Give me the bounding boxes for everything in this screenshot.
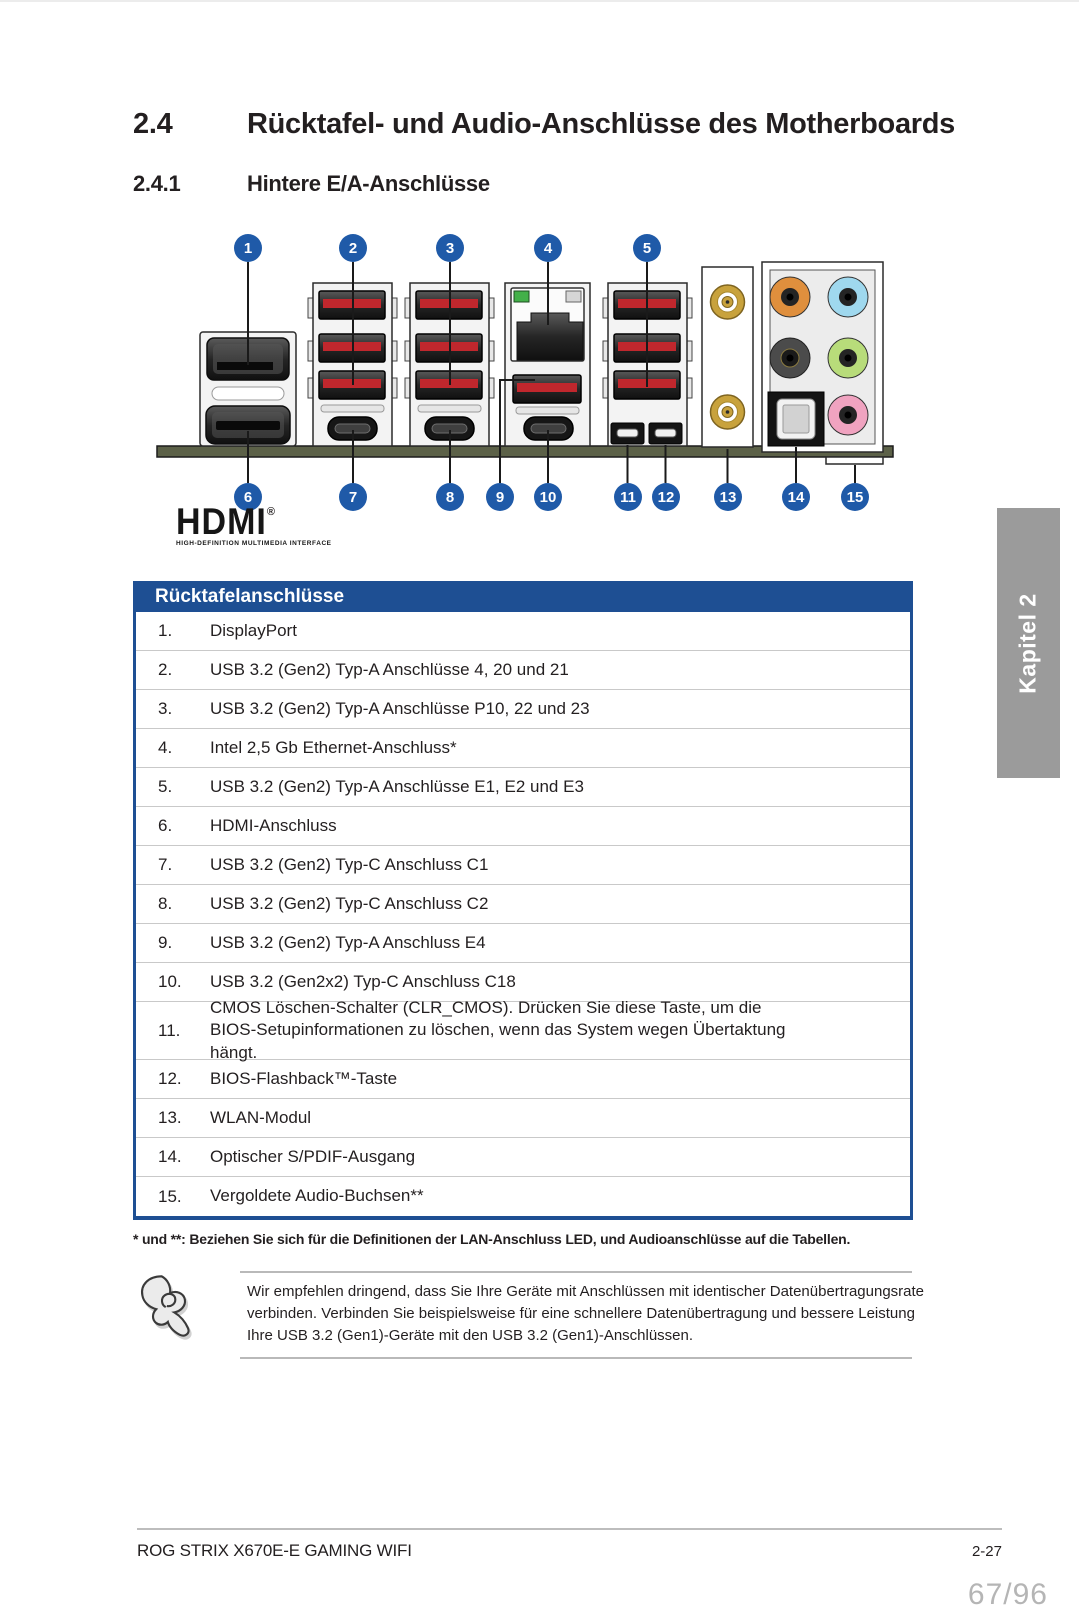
rear-io-diagram xyxy=(150,225,900,525)
row-number: 1. xyxy=(158,621,173,640)
row-number: 2. xyxy=(158,660,173,679)
table-row xyxy=(136,924,910,963)
footer-page-number: 2-27 xyxy=(971,1543,1002,1560)
note-text: Wir empfehlen dringend, dass Sie Ihre Geräte mit Anschlüssen mit identischer Datenübertragungsrate verbinden. Verbinden Sie beispielsweise für eine schnellere Datenübertragung und bessere Leistung Ihre USB 3.2 (Gen1)-Geräte mit den USB 3.2 (Gen1)-Anschlüssen. xyxy=(247,1283,925,1344)
footer-divider xyxy=(137,1528,1002,1530)
callout-15: 15 xyxy=(841,483,869,511)
row-desc: DisplayPort xyxy=(210,620,297,640)
table-row xyxy=(136,885,910,924)
table-row xyxy=(136,1177,910,1216)
table-row xyxy=(136,651,910,690)
row-number: 7. xyxy=(158,855,173,874)
row-desc: CMOS Löschen-Schalter (CLR_CMOS). Drücken Sie diese Taste, um die BIOS-Setupinformationen zu löschen, wenn das System wegen Übertaktung hängt. xyxy=(210,998,786,1062)
callout-2: 2 xyxy=(339,234,367,262)
row-desc: Vergoldete Audio-Buchsen** xyxy=(210,1186,424,1206)
hdmi-wordmark: HDMI xyxy=(176,501,267,543)
row-number: 12. xyxy=(158,1069,182,1088)
top-hairline xyxy=(0,0,1079,2)
table-header: Rücktafelanschlüsse xyxy=(136,581,910,612)
chapter-tab xyxy=(997,508,1060,778)
row-number: 4. xyxy=(158,738,173,757)
callout-13: 13 xyxy=(714,483,742,511)
audio-block xyxy=(762,262,883,464)
callout-6: 6 xyxy=(234,483,262,511)
lan-led-green xyxy=(514,291,529,302)
note-divider-top xyxy=(240,1271,912,1273)
subsection-heading xyxy=(133,170,490,198)
callout-11: 11 xyxy=(614,483,642,511)
viewer-page-indicator: 67/96 xyxy=(967,1578,1048,1611)
callout-5: 5 xyxy=(633,234,661,262)
table-footnote: * und **: Beziehen Sie sich für die Definitionen der LAN-Anschluss LED, und Audioanschlüsse auf die Tabellen. xyxy=(133,1231,851,1247)
section-number: 2.4 xyxy=(133,108,173,140)
audio-jack-lime xyxy=(828,338,868,378)
bios-flashback-button xyxy=(649,423,682,444)
row-number: 8. xyxy=(158,894,173,913)
table-row xyxy=(136,690,910,729)
row-number: 9. xyxy=(158,933,173,952)
row-desc: BIOS-Flashback™-Taste xyxy=(210,1068,398,1088)
table-row xyxy=(136,1138,910,1177)
audio-jack-lightblue xyxy=(828,277,868,317)
table-row xyxy=(136,807,910,846)
table-row xyxy=(136,612,910,651)
row-number: 14. xyxy=(158,1147,182,1166)
table-row xyxy=(136,998,910,1062)
row-number: 6. xyxy=(158,816,173,835)
callout-4: 4 xyxy=(534,234,562,262)
optical-spdif-port xyxy=(768,392,824,446)
callout-14: 14 xyxy=(782,483,810,511)
row-desc: USB 3.2 (Gen2) Typ-A Anschlüsse P10, 22 und 23 xyxy=(210,698,590,718)
row-number: 3. xyxy=(158,699,173,718)
table-row xyxy=(136,729,910,768)
rear-panel-table xyxy=(133,581,913,1220)
callout-10: 10 xyxy=(534,483,562,511)
row-desc: WLAN-Modul xyxy=(210,1107,312,1127)
footer-model-name: ROG STRIX X670E-E GAMING WIFI xyxy=(137,1541,412,1560)
table-row xyxy=(136,963,910,1002)
hdmi-logo xyxy=(176,501,336,547)
row-desc: USB 3.2 (Gen2x2) Typ-C Anschluss C18 xyxy=(210,971,516,991)
hdmi-registered-mark: ® xyxy=(266,506,275,518)
section-heading xyxy=(133,107,955,141)
note-hand-icon xyxy=(138,1272,202,1340)
row-desc: USB 3.2 (Gen2) Typ-A Anschlüsse E1, E2 und E3 xyxy=(210,776,584,796)
lan-led-gray xyxy=(566,291,581,302)
row-number: 5. xyxy=(158,777,173,796)
table-row xyxy=(136,1060,910,1099)
callout-3: 3 xyxy=(436,234,464,262)
footer xyxy=(137,1541,1002,1561)
row-number: 13. xyxy=(158,1108,182,1127)
row-desc: USB 3.2 (Gen2) Typ-C Anschluss C1 xyxy=(210,854,489,874)
row-desc: USB 3.2 (Gen2) Typ-A Anschlüsse 4, 20 und 21 xyxy=(210,659,569,679)
chapter-tab-label: Kapitel 2 xyxy=(1015,592,1041,694)
note-divider-bottom xyxy=(240,1357,912,1359)
row-desc: USB 3.2 (Gen2) Typ-C Anschluss C2 xyxy=(210,893,489,913)
table-row xyxy=(136,1099,910,1138)
row-desc: USB 3.2 (Gen2) Typ-A Anschluss E4 xyxy=(210,932,486,952)
row-number: 10. xyxy=(158,972,182,991)
callout-12: 12 xyxy=(652,483,680,511)
section-title: Rücktafel- und Audio-Anschlüsse des Motherboards xyxy=(247,108,955,140)
row-number: 15. xyxy=(158,1186,182,1206)
clear-cmos-button xyxy=(611,423,644,444)
audio-jack-black xyxy=(770,338,810,378)
audio-jack-pink xyxy=(828,395,868,435)
row-desc: Intel 2,5 Gb Ethernet-Anschluss* xyxy=(210,737,457,757)
callout-1: 1 xyxy=(234,234,262,262)
table-row xyxy=(136,768,910,807)
subsection-number: 2.4.1 xyxy=(133,171,181,196)
rear-io-illustration xyxy=(150,225,900,525)
audio-block-tab xyxy=(826,457,883,464)
callout-8: 8 xyxy=(436,483,464,511)
audio-jack-orange xyxy=(770,277,810,317)
row-number: 11. xyxy=(158,1020,181,1040)
wlan-module xyxy=(702,267,753,447)
table-row xyxy=(136,846,910,885)
hdmi-caption: HIGH-DEFINITION MULTIMEDIA INTERFACE xyxy=(176,540,332,547)
subsection-title: Hintere E/A-Anschlüsse xyxy=(247,171,490,196)
callout-7: 7 xyxy=(339,483,367,511)
row-desc: HDMI-Anschluss xyxy=(210,815,337,835)
callout-9: 9 xyxy=(486,483,514,511)
row-desc: Optischer S/PDIF-Ausgang xyxy=(210,1146,416,1166)
